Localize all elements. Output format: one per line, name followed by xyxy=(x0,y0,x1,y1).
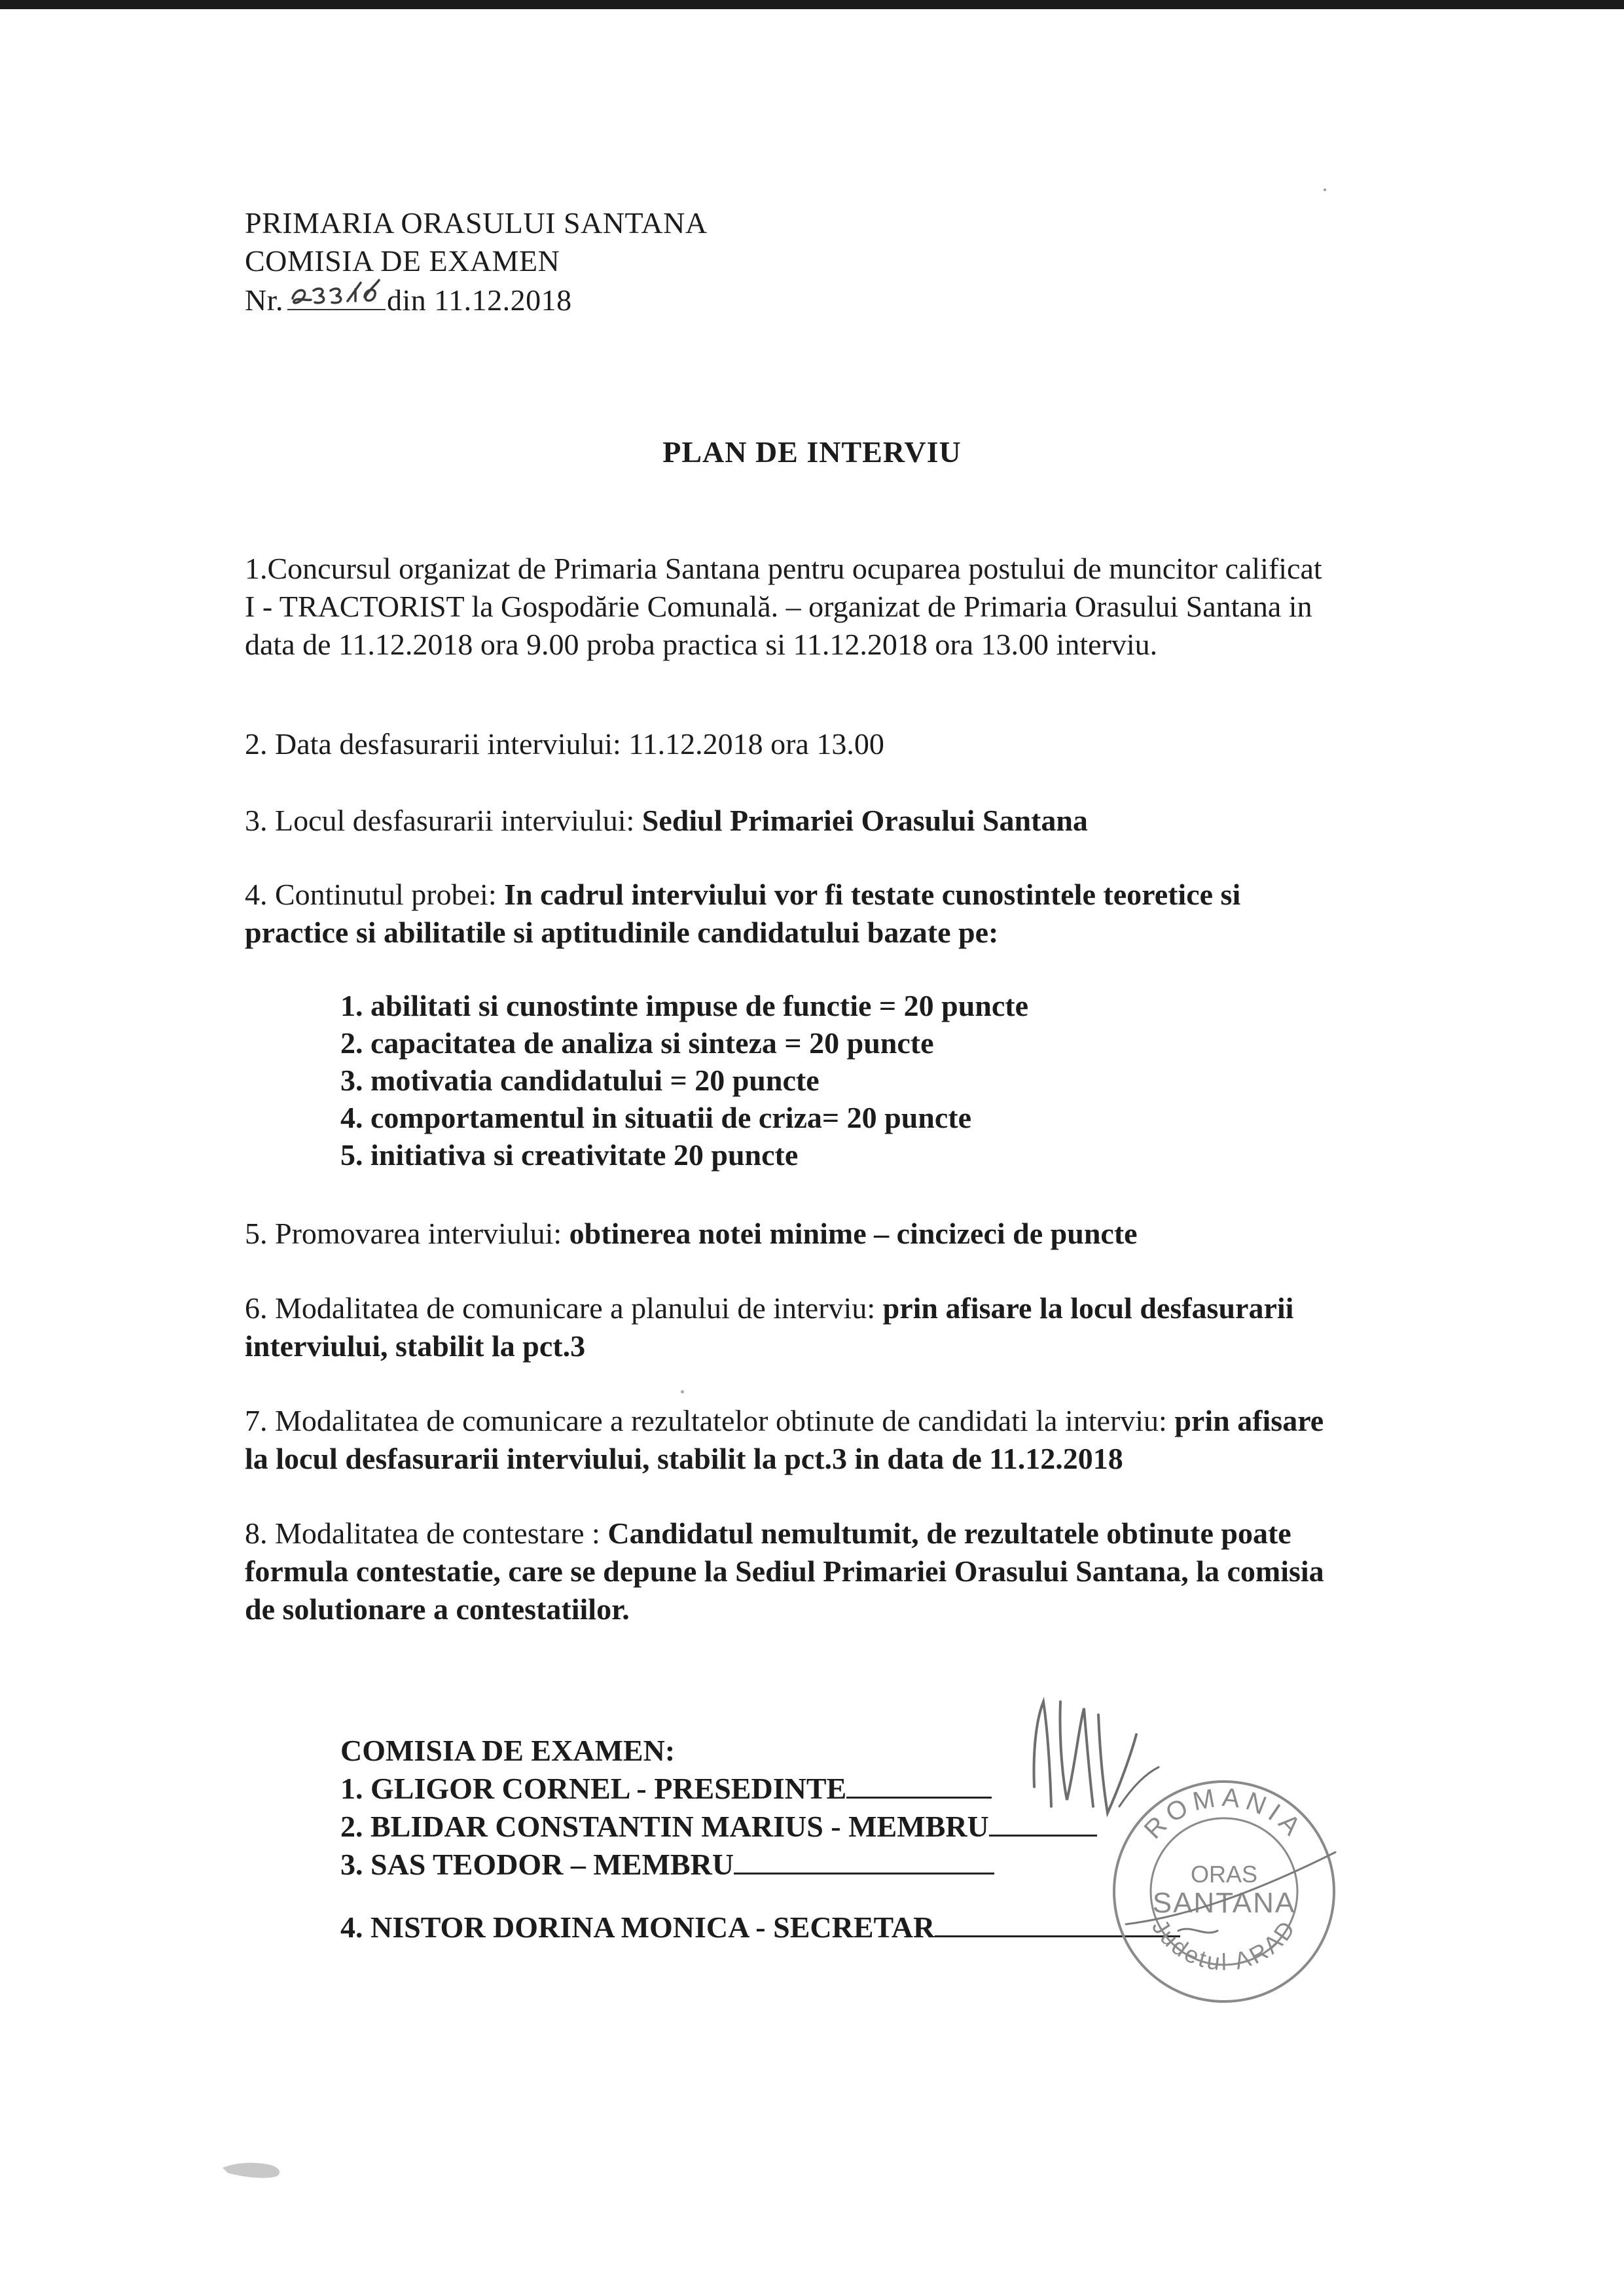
nr-label: Nr. xyxy=(245,283,283,317)
institution-name: PRIMARIA ORASULUI SANTANA xyxy=(245,206,708,240)
paragraph-3-value: Sediul Primariei Orasului Santana xyxy=(641,804,1088,837)
document-header xyxy=(245,204,708,319)
paragraph-5-value: obtinerea notei minime – cincizeci de puncte xyxy=(569,1217,1138,1250)
stamp-text-middle: ORAS xyxy=(1190,1861,1258,1888)
paragraph-6 xyxy=(245,1289,1331,1365)
paragraph-5-label: 5. Promovarea interviului: xyxy=(245,1217,569,1250)
paragraph-6-value: prin afisare la locul desfasurarii interviului, stabilit la pct.3 xyxy=(245,1291,1294,1363)
paragraph-8-value: Candidatul nemultumit, de rezultatele obtinute poate formula contestatie, care se depune la Sediul Primariei Orasului Santana, la comisia de solutionare a contestatiilor. xyxy=(245,1516,1324,1626)
paragraph-1: 1.Concursul organizat de Primaria Santana pentru ocuparea postului de muncitor calificat I - TRACTORIST la Gospodărie Comunală. – organizat de Primaria Orasului Santana in data de 11.12.2018 ora 9.00 proba practica si 11.12.2018 ora 13.00 interviu. xyxy=(245,552,1322,661)
criteria-item: 1. abilitati si cunostinte impuse de functie = 20 puncte xyxy=(340,989,1029,1022)
paragraph-7-value: prin afisare la locul desfasurarii interviului, stabilit la pct.3 in data de 11.12.2018 xyxy=(245,1404,1324,1475)
criteria-item: 5. initiativa si creativitate 20 puncte xyxy=(340,1138,799,1172)
scan-speck xyxy=(681,1390,684,1393)
paragraph-6-label: 6. Modalitatea de comunicare a planului de interviu: xyxy=(245,1291,883,1325)
stamp-text-top: ROMANIA xyxy=(1138,1783,1310,1845)
document-title: PLAN DE INTERVIU xyxy=(662,435,962,469)
scan-top-edge xyxy=(0,0,1624,9)
commission-member: 3. SAS TEODOR – MEMBRU xyxy=(340,1846,1180,1884)
commission-member: 1. GLIGOR CORNEL - PRESEDINTE xyxy=(340,1770,1180,1808)
commission-member: 2. BLIDAR CONSTANTIN MARIUS - MEMBRU xyxy=(340,1808,1180,1846)
registration-number xyxy=(245,280,708,319)
paragraph-8-label: 8. Modalitatea de contestare : xyxy=(245,1516,608,1550)
criteria-item: 2. capacitatea de analiza si sinteza = 20 puncte xyxy=(340,1026,934,1060)
commission-name: COMISIA DE EXAMEN xyxy=(245,244,560,278)
paragraph-5 xyxy=(245,1215,1331,1253)
stamp-text-bottom: Judetul ARAD xyxy=(1147,1914,1302,1976)
stamp-text-center: SANTANA xyxy=(1152,1887,1296,1919)
signature-line xyxy=(846,1770,992,1799)
paragraph-4 xyxy=(245,876,1331,952)
criteria-item: 3. motivatia candidatului = 20 puncte xyxy=(340,1064,820,1097)
paragraph-7 xyxy=(245,1402,1331,1478)
handwritten-number xyxy=(287,280,386,310)
nr-date: din 11.12.2018 xyxy=(387,283,572,317)
scan-smudge xyxy=(216,2153,288,2186)
paragraph-3-label: 3. Locul desfasurarii interviului: xyxy=(245,804,642,837)
signature-line xyxy=(734,1846,994,1874)
commission-member: 4. NISTOR DORINA MONICA - SECRETAR xyxy=(340,1909,1180,1946)
scan-speck xyxy=(1324,188,1326,191)
paragraph-7-label: 7. Modalitatea de comunicare a rezultatelor obtinute de candidati la interviu: xyxy=(245,1404,1175,1437)
commission-heading: COMISIA DE EXAMEN: xyxy=(340,1734,676,1767)
handwritten-number-drawing xyxy=(287,275,386,312)
paragraph-2: 2. Data desfasurarii interviului: 11.12.2018 ora 13.00 xyxy=(245,727,884,761)
paragraph-4-value: In cadrul interviului vor fi testate cunostintele teoretice si practice si abilitatile si aptitudinile candidatului bazate pe: xyxy=(245,878,1241,949)
criteria-item: 4. comportamentul in situatii de criza= 20 puncte xyxy=(340,1101,972,1134)
official-stamp xyxy=(1100,1767,1348,2016)
criteria-list xyxy=(340,987,1028,1174)
paragraph-4-label: 4. Continutul probei: xyxy=(245,878,505,911)
paragraph-3 xyxy=(245,802,1331,840)
paragraph-8 xyxy=(245,1515,1331,1628)
